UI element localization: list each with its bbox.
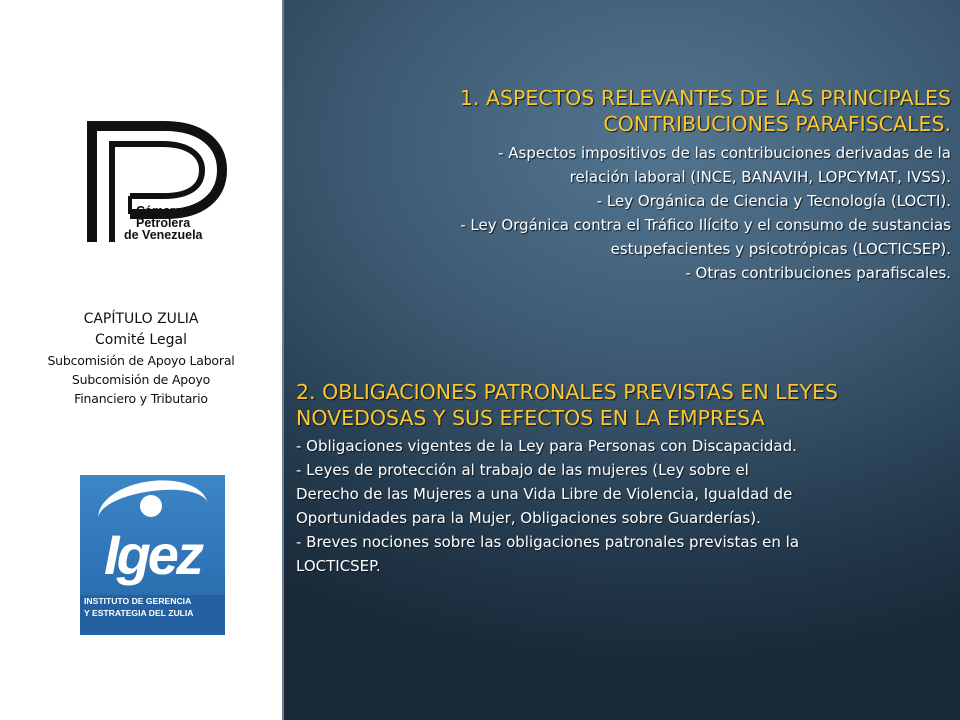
cpv-name-line-3: de Venezuela xyxy=(124,228,203,242)
bullet-line: - Breves nociones sobre las obligaciones patronales previstas en la xyxy=(296,533,800,551)
bullet-line: estupefacientes y psicotrópicas (LOCTICSEP). xyxy=(610,240,951,258)
bullet-line: Derecho de las Mujeres a una Vida Libre de Violencia, Igualdad de xyxy=(296,485,793,503)
section-heading: 2. OBLIGACIONES PATRONALES PREVISTAS EN LEYES xyxy=(296,380,839,404)
chapter-title: CAPÍTULO ZULIA xyxy=(83,311,199,327)
bullet-line: relación laboral (INCE, BANAVIH, LOPCYMAT, IVSS). xyxy=(569,168,951,186)
bullet-line: LOCTICSEP. xyxy=(296,557,381,575)
section-obligaciones xyxy=(296,379,944,578)
sidebar xyxy=(0,0,282,720)
bullet-line: - Obligaciones vigentes de la Ley para Personas con Discapacidad. xyxy=(296,437,797,455)
bullet-line: - Ley Orgánica contra el Tráfico Ilícito y el consumo de sustancias xyxy=(460,216,951,234)
subcommission-line: Financiero y Tributario xyxy=(74,391,208,406)
bullet-line: Oportunidades para la Mujer, Obligaciones sobre Guarderías). xyxy=(296,509,761,527)
bullet-line: - Ley Orgánica de Ciencia y Tecnología (LOCTI). xyxy=(596,192,951,210)
bullet-line: - Otras contribuciones parafiscales. xyxy=(685,264,951,282)
section-heading: CONTRIBUCIONES PARAFISCALES. xyxy=(603,112,951,136)
igez-tagline-line: INSTITUTO DE GERENCIA xyxy=(84,596,192,606)
igez-tagline-line: Y ESTRATEGIA DEL ZULIA xyxy=(84,608,194,618)
igez-wordmark: Igez xyxy=(104,523,201,586)
section-contribuciones xyxy=(295,85,951,285)
camara-petrolera-logo xyxy=(86,118,228,243)
cpv-name-line-2: Petrolera xyxy=(136,216,191,230)
igez-logo xyxy=(80,475,225,635)
bullet-line: - Leyes de protección al trabajo de las mujeres (Ley sobre el xyxy=(296,461,749,479)
subcommission-line: Subcomisión de Apoyo xyxy=(71,372,211,387)
igez-tagline xyxy=(80,595,225,635)
chapter-info xyxy=(0,309,282,408)
bullet-line: - Aspectos impositivos de las contribuciones derivadas de la xyxy=(498,144,951,162)
section-heading: NOVEDOSAS Y SUS EFECTOS EN LA EMPRESA xyxy=(296,406,765,430)
committee-name: Comité Legal xyxy=(95,332,187,348)
ball-icon xyxy=(140,495,162,517)
cpv-name-line-1: Cámara xyxy=(136,204,182,218)
subcommission-line: Subcomisión de Apoyo Laboral xyxy=(47,353,235,368)
section-heading: 1. ASPECTOS RELEVANTES DE LAS PRINCIPALES xyxy=(459,86,951,110)
